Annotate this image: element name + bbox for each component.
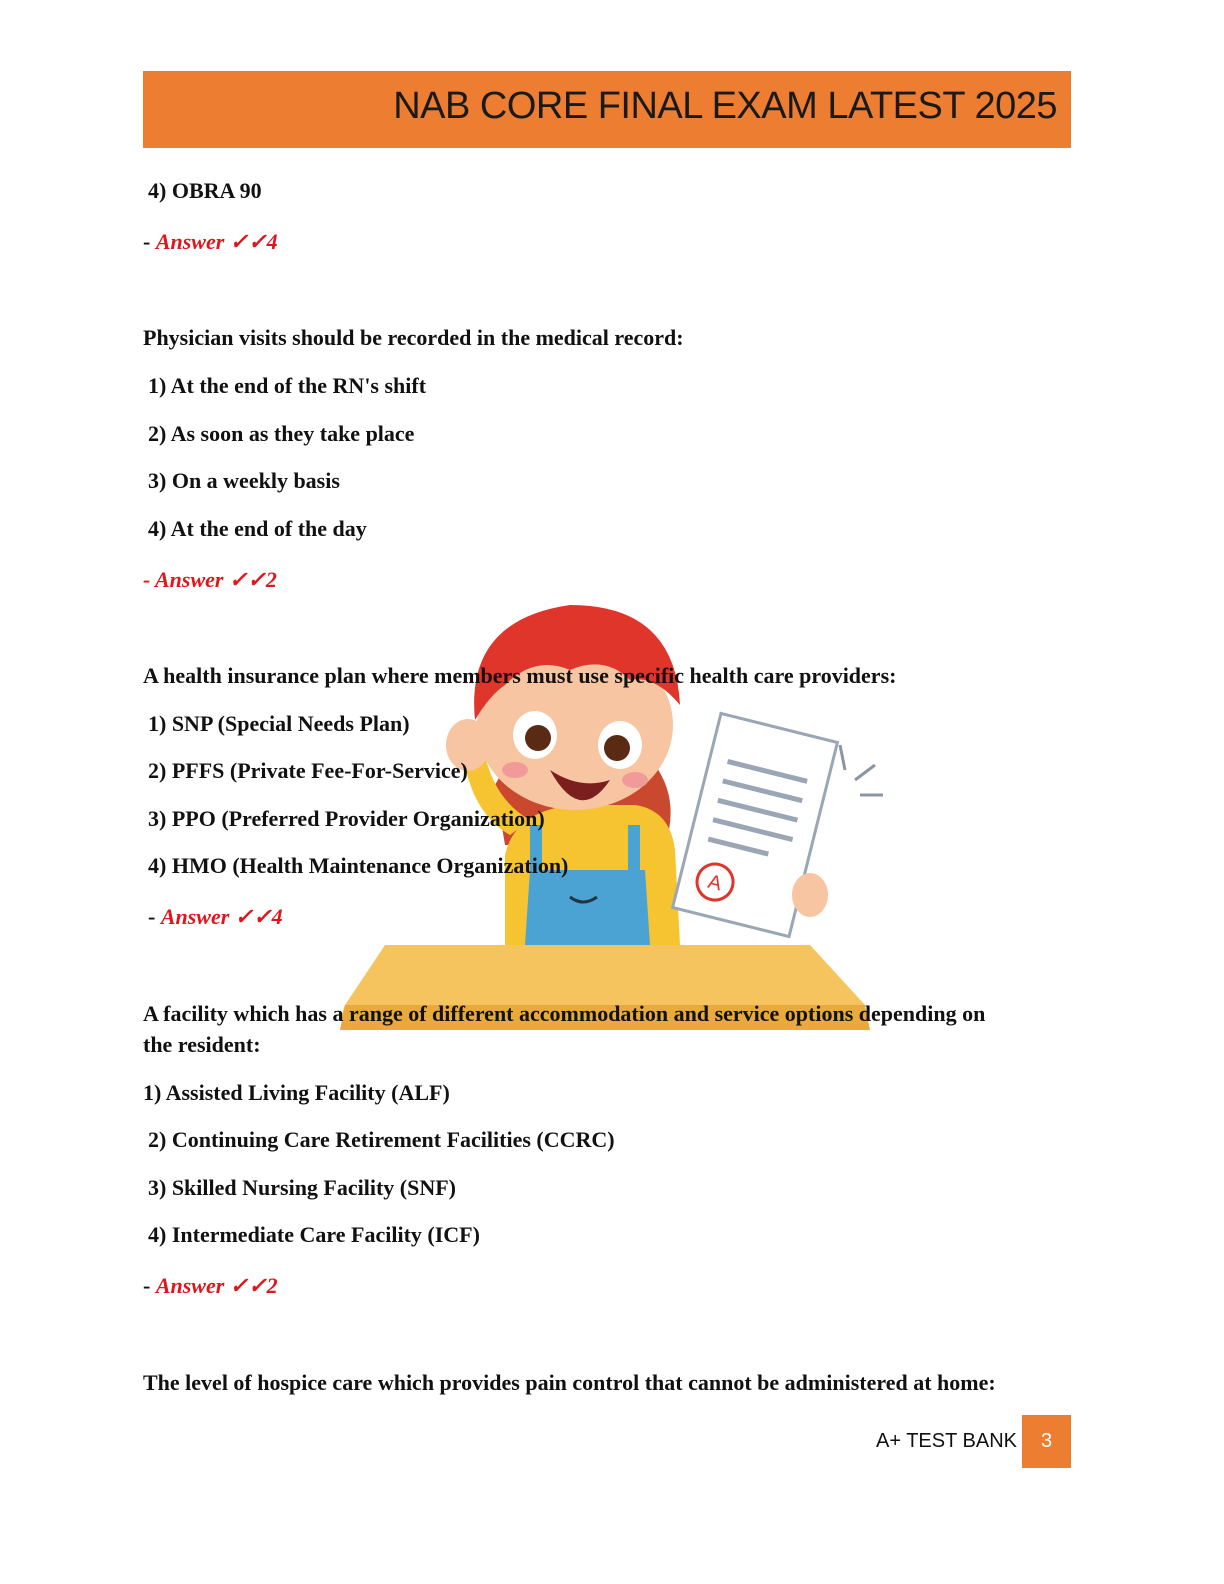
option: 2) Continuing Care Retirement Facilities (CCRC) <box>148 1127 615 1152</box>
header-banner <box>143 71 1071 148</box>
option: 3) Skilled Nursing Facility (SNF) <box>148 1175 457 1200</box>
right-hand <box>792 873 828 917</box>
right-cheek <box>622 772 648 788</box>
overalls-shape <box>525 870 650 945</box>
answer-text: Answer ✓✓4 <box>155 229 278 254</box>
option: 3) On a weekly basis <box>148 468 340 493</box>
left-pupil <box>525 725 551 751</box>
left-cheek <box>502 762 528 778</box>
answer-line: - Answer ✓✓2 <box>143 1273 278 1298</box>
answer-line: - Answer ✓✓4 <box>143 229 278 254</box>
question-health-plan: A health insurance plan where members must use specific health care providers: <box>143 663 897 688</box>
answer-text: Answer ✓✓2 <box>155 1273 278 1298</box>
shine-line <box>840 745 845 770</box>
answer-text: Answer ✓✓4 <box>160 904 283 929</box>
option: 2) PFFS (Private Fee-For-Service) <box>148 758 468 783</box>
option: 3) PPO (Preferred Provider Organization) <box>148 806 545 831</box>
option-obra-90: 4) OBRA 90 <box>148 178 262 203</box>
option: 4) Intermediate Care Facility (ICF) <box>148 1222 480 1247</box>
option: 2) As soon as they take place <box>148 421 415 446</box>
option: 4) HMO (Health Maintenance Organization) <box>148 853 569 878</box>
strap-right <box>628 825 640 875</box>
question-hospice-care: The level of hospice care which provides pain control that cannot be administered at home: <box>143 1370 996 1395</box>
page-title: NAB CORE FINAL EXAM LATEST 2025 <box>393 85 1057 127</box>
option: 1) Assisted Living Facility (ALF) <box>143 1080 450 1105</box>
option: 1) At the end of the RN's shift <box>148 373 427 398</box>
page-number: 3 <box>1022 1415 1071 1468</box>
question-facility-line-2: the resident: <box>143 1032 261 1057</box>
answer-text: - Answer ✓✓2 <box>143 567 277 592</box>
option: 1) SNP (Special Needs Plan) <box>148 711 410 736</box>
option: 4) At the end of the day <box>148 516 367 541</box>
answer-line: - Answer ✓✓4 <box>148 904 283 929</box>
shine-line <box>855 765 875 780</box>
right-pupil <box>604 735 630 761</box>
question-facility-line-1: A facility which has a range of different accommodation and service options depending on <box>143 1001 986 1026</box>
grade-letter: A <box>705 870 724 896</box>
answer-line <box>143 567 277 593</box>
footer-label: A+ TEST BANK <box>876 1430 1017 1452</box>
question-physician-visits: Physician visits should be recorded in the medical record: <box>143 325 684 350</box>
